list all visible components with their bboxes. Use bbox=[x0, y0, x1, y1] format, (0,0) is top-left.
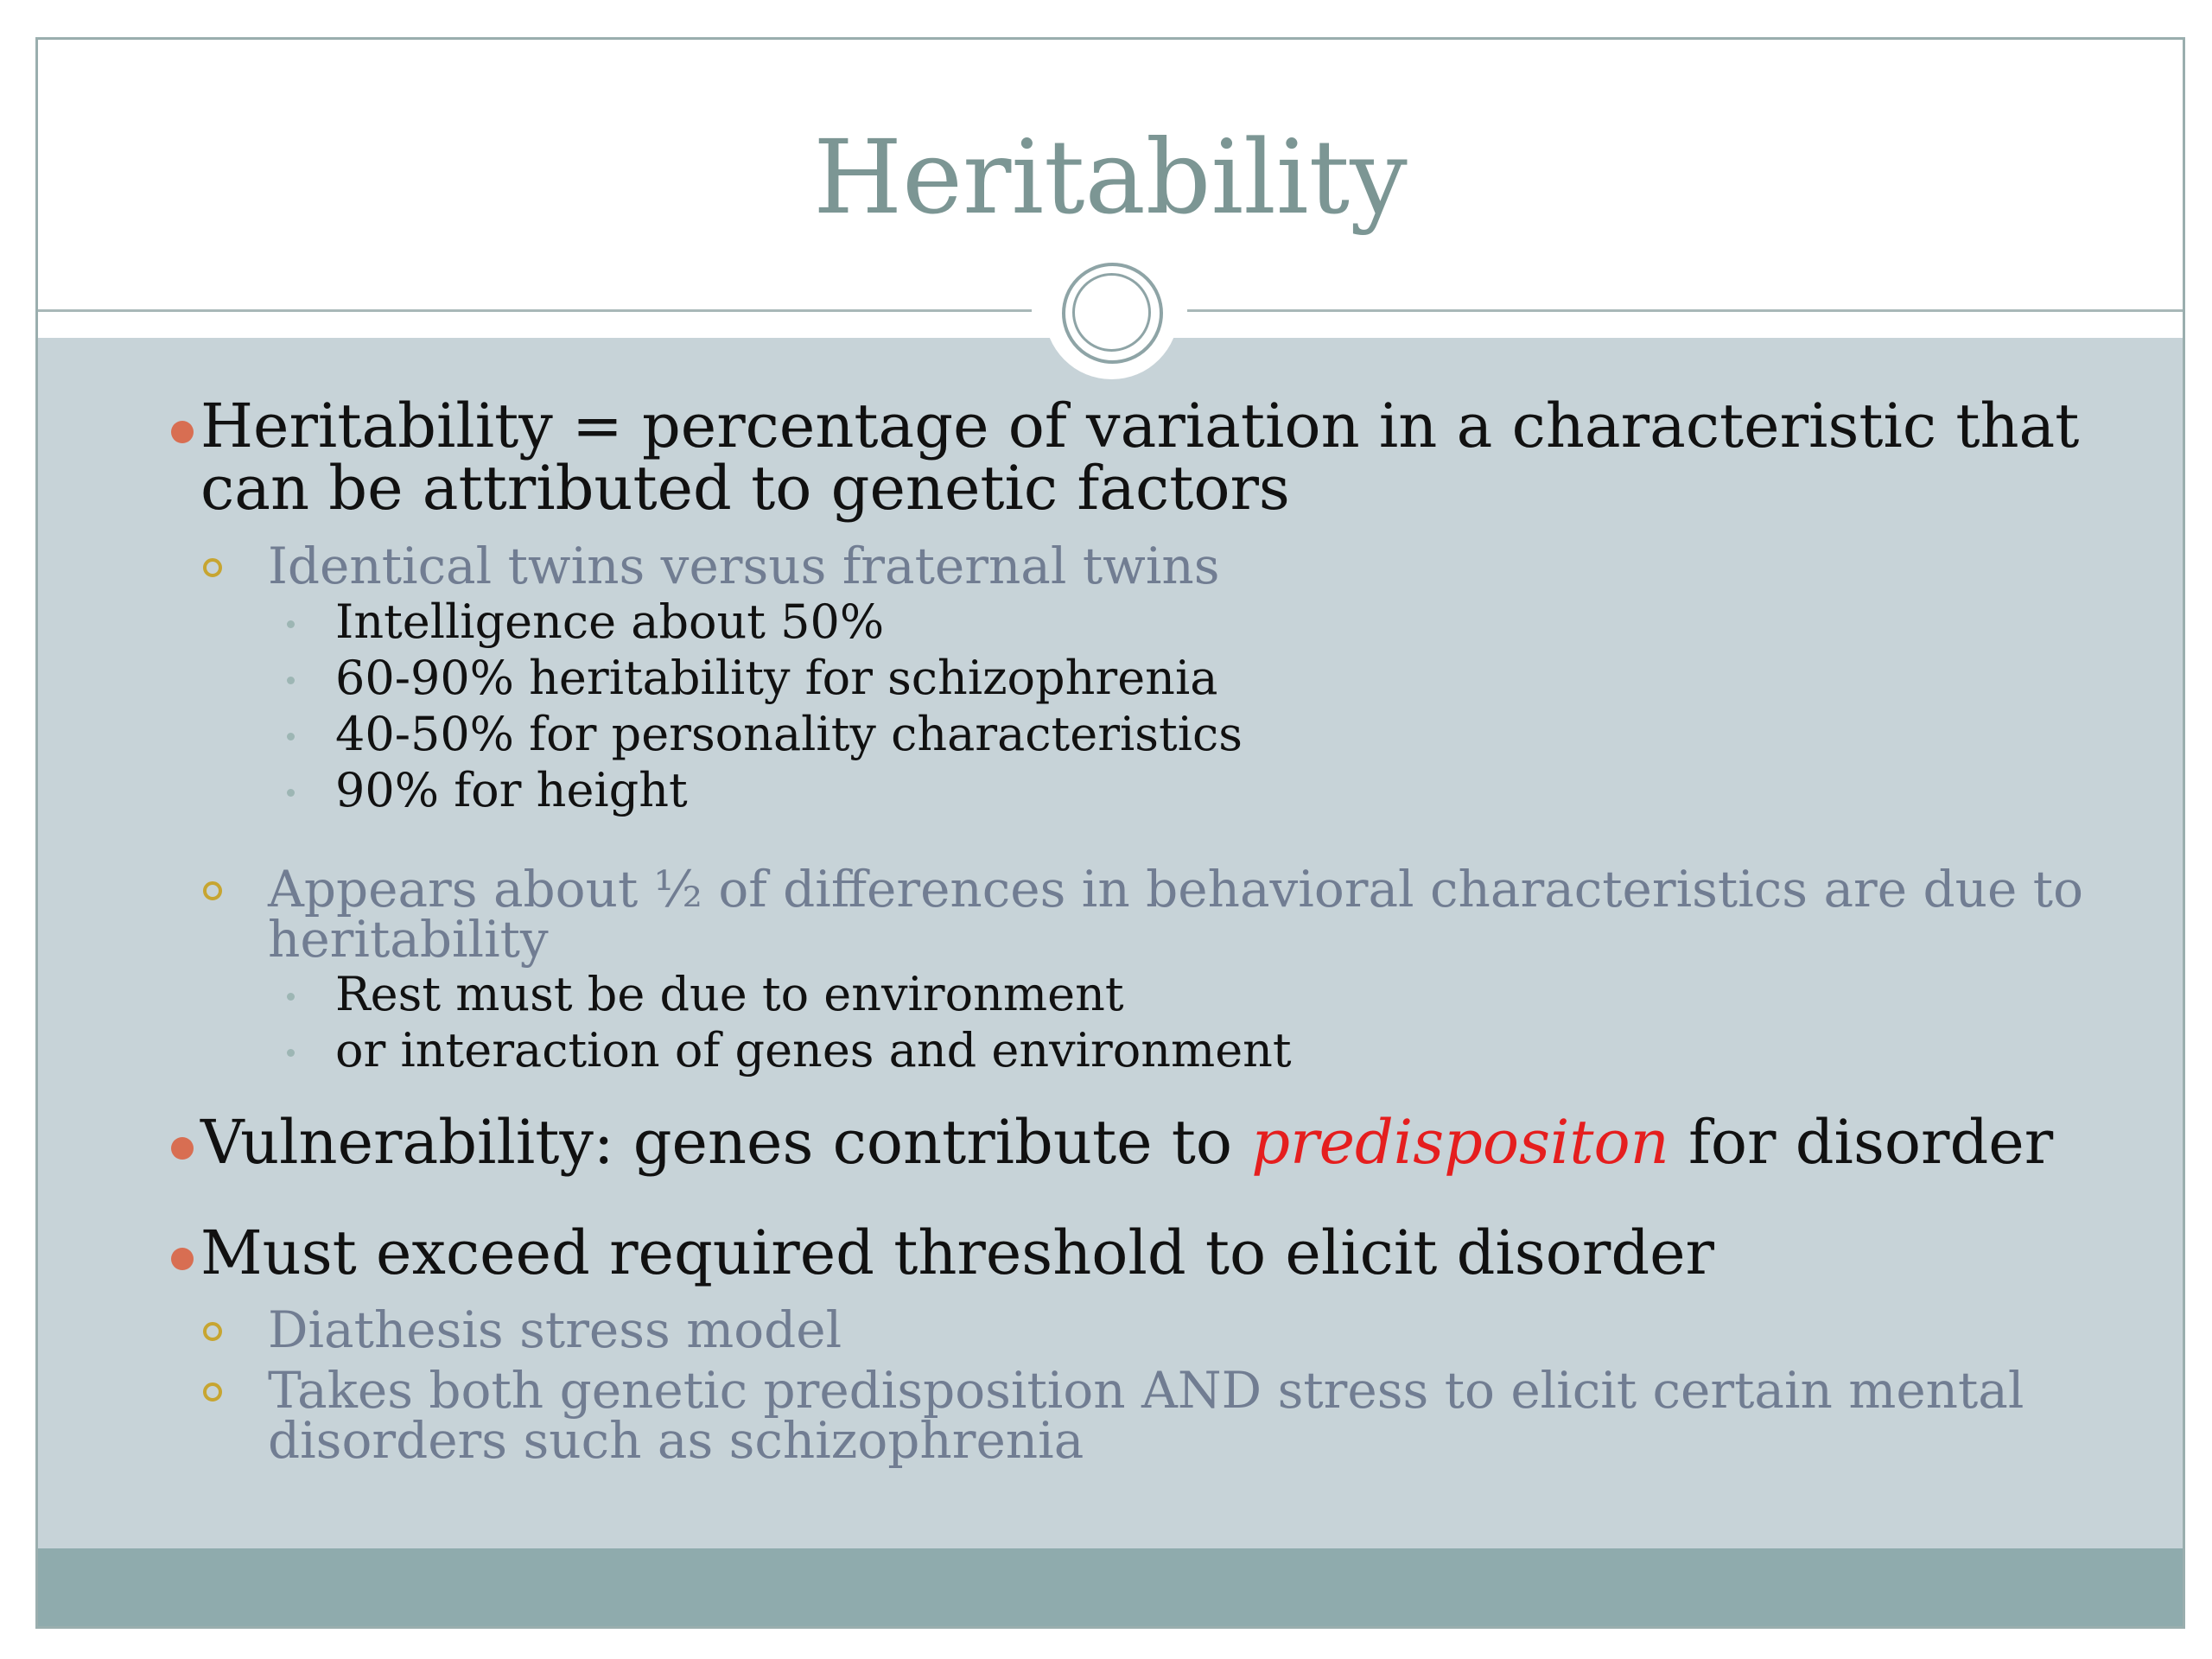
subbullet-twins bbox=[268, 537, 2117, 595]
list-item-text: 60-90% heritability for schizophrenia bbox=[335, 651, 1218, 705]
bullet-small-dot-icon bbox=[287, 677, 295, 684]
bullet-small-dot-icon bbox=[287, 620, 295, 628]
bullet-ring-icon bbox=[203, 1382, 222, 1402]
subbullet-diathesis bbox=[268, 1300, 2117, 1359]
subbullet-predisposition-stress bbox=[268, 1361, 2117, 1470]
bullet-heritability-definition bbox=[200, 391, 2101, 524]
list-item-intelligence bbox=[335, 596, 2063, 648]
bullet-text-after: for disorder bbox=[1669, 1107, 2054, 1178]
bullet-small-dot-icon bbox=[287, 789, 295, 797]
emphasis-text: predispositon bbox=[1251, 1107, 1669, 1178]
bullet-text: Heritability = percentage of variation in a characteristic that can be attributed to genetic factors bbox=[200, 391, 2080, 524]
bullet-small-dot-icon bbox=[287, 733, 295, 741]
bullet-text: Must exceed required threshold to elicit disorder bbox=[200, 1217, 1715, 1288]
list-item-text: 40-50% for personality characteristics bbox=[335, 707, 1243, 761]
list-item-text: or interaction of genes and environment bbox=[335, 1023, 1292, 1077]
list-item-text: 90% for height bbox=[335, 763, 688, 817]
bullet-ring-icon bbox=[203, 558, 222, 577]
subbullet-behavioral bbox=[268, 860, 2117, 969]
list-item-environment bbox=[335, 969, 2063, 1020]
slide-title: Heritability bbox=[813, 118, 1408, 237]
bullet-dot-icon bbox=[171, 1137, 194, 1160]
bullet-dot-icon bbox=[171, 421, 194, 443]
bullet-small-dot-icon bbox=[287, 1049, 295, 1057]
bullet-text-before: Vulnerability: genes contribute to bbox=[200, 1107, 1252, 1178]
bullet-ring-icon bbox=[203, 1322, 222, 1341]
bullet-ring-icon bbox=[203, 881, 222, 900]
list-item-personality bbox=[335, 709, 2063, 760]
slide bbox=[35, 37, 2185, 1629]
bullet-threshold bbox=[200, 1217, 2101, 1288]
bullet-vulnerability bbox=[200, 1107, 2101, 1178]
subbullet-text: Identical twins versus fraternal twins bbox=[268, 537, 1220, 595]
list-item-schizophrenia bbox=[335, 652, 2063, 704]
bullet-list bbox=[38, 40, 2183, 1626]
subbullet-text: Takes both genetic predisposition AND stress to elicit certain mental disorders such as schizophrenia bbox=[268, 1361, 2024, 1470]
list-item-text: Intelligence about 50% bbox=[335, 594, 885, 649]
list-item-interaction bbox=[335, 1025, 2063, 1077]
list-item-height bbox=[335, 765, 2063, 817]
list-item-text: Rest must be due to environment bbox=[335, 967, 1124, 1021]
bullet-dot-icon bbox=[171, 1248, 194, 1270]
subbullet-text: Appears about ½ of differences in behavioral characteristics are due to heritability bbox=[268, 860, 2083, 969]
subbullet-text: Diathesis stress model bbox=[268, 1300, 842, 1359]
bullet-small-dot-icon bbox=[287, 993, 295, 1001]
